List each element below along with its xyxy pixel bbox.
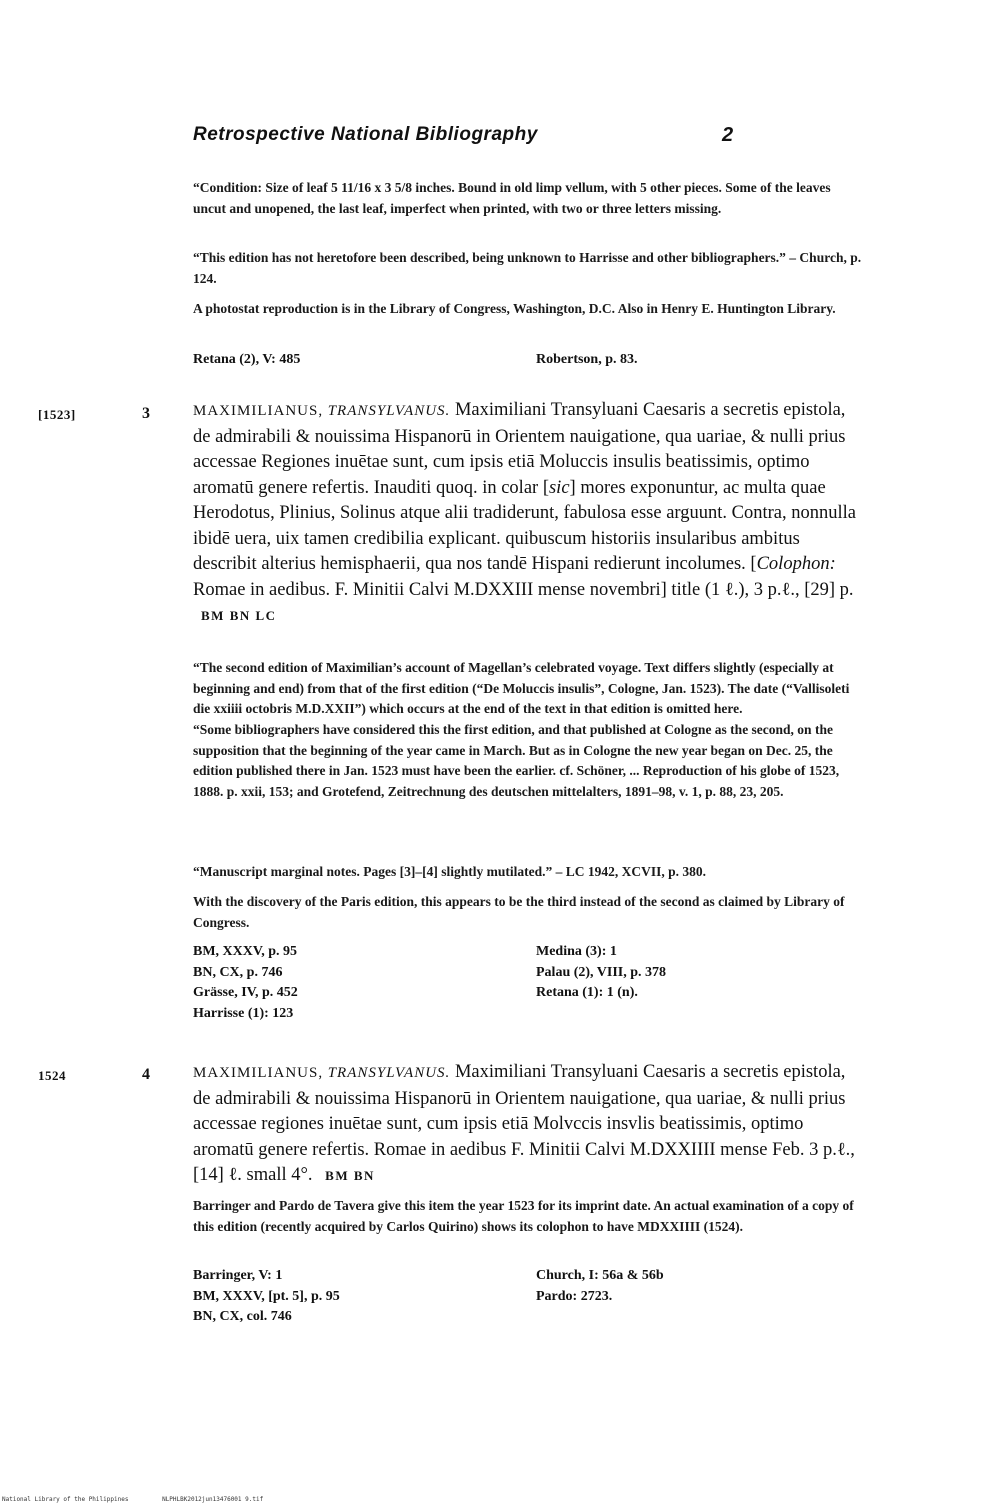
entry-note: “Some bibliographers have considered this the first edition, and that published at Cologne as the second, on the supposition that the beginning of the year came in March. But as in Cologne the new year began on Dec. 25, the edition published there in Jan. 1523 must have been the earlier. cf. Schöner, ... Reproduction of his globe of 1523, 1888. p. xxii, 153; and Grotefend, Zeitrechnung des deutschen mittelalters, 1891–98, v. 1, p. 88, 23, 205. bbox=[193, 722, 840, 799]
reference-item: Harrisse (1): 123 bbox=[193, 1005, 294, 1021]
photostat-note: A photostat reproduction is in the Library of Congress, Washington, D.C. Also in Henry E. Huntington Library. bbox=[193, 301, 836, 316]
reference-list-right bbox=[536, 1266, 664, 1307]
entry-body bbox=[193, 398, 858, 629]
reference-list-left bbox=[193, 942, 298, 1024]
reference-item: BN, CX, col. 746 bbox=[193, 1309, 292, 1324]
entry-number: 3 bbox=[142, 405, 150, 422]
condition-note: “Condition: Size of leaf 5 11/16 x 3 5/8 inches. Bound in old limp vellum, with 5 other pieces. Some of the leaves uncut and unopened, the last leaf, imperfect when printed, with two or three letters missing. bbox=[193, 180, 831, 216]
running-title: Retrospective National Bibliography bbox=[193, 124, 538, 145]
reference-item: Pardo: 2723. bbox=[536, 1288, 613, 1304]
reference-list-left bbox=[193, 1266, 340, 1328]
footer-source: National Library of the Philippines bbox=[2, 1496, 129, 1503]
colophon-label: Colophon: bbox=[756, 554, 836, 574]
entry-author-italic: TRANSYLVANUS. bbox=[327, 403, 451, 419]
footer-file: NLPHLBK2012jun13476001 9.tif bbox=[162, 1496, 264, 1503]
entry-body bbox=[193, 1060, 858, 1189]
reference-item: Retana (1): 1 (n). bbox=[536, 985, 638, 1000]
entry-title-text-cont: ] mores exponuntur, ac multa quae Herodotus, Plinius, Solinus atque alii tradiderunt, fabulosa esse arguunt. Contra, nonnulla ibidē uera, uix tamen credibilia explicant. quibuscum historiis insularibus ambitus describit alterius hemisphaerii, qua nos tandē Hispani redierunt incolumes. [ bbox=[193, 477, 856, 574]
entry-note: With the discovery of the Paris edition, this appears to be the third instead of the second as claimed by Library of Congress. bbox=[193, 894, 845, 930]
sic-marker: sic bbox=[548, 477, 570, 498]
entry-imprint: Romae in aedibus. F. Minitii Calvi M.DXXIII mense novembri] title (1 ℓ.), 3 p.ℓ., [29] p. bbox=[193, 579, 854, 600]
entry-title-text: Maximiliani Transyluani Caesaris a secretis epistola, de admirabili & nouissima Hispanorū in Orientem nauigatione, qua uariae, & nulli prius accessae regiones inuētae sunt, cum ipsis etiā Molvccis insvlis beatissimis, optimo aromatū genere refertis. Romae in aedibus F. Minitii Calvi M.DXXIIII mense Feb. 3 p.ℓ., [14] ℓ. small 4°. bbox=[193, 1062, 855, 1185]
entry-author: MAXIMILIANUS, bbox=[193, 403, 324, 419]
scan-footer bbox=[2, 1496, 293, 1503]
library-holdings: BM BN bbox=[325, 1168, 375, 1183]
reference-robertson: Robertson, p. 83. bbox=[536, 352, 638, 367]
reference-item: Grässe, IV, p. 452 bbox=[193, 985, 298, 1000]
reference-item: BM, XXXV, p. 95 bbox=[193, 944, 297, 959]
edition-note: “This edition has not heretofore been described, being unknown to Harrisse and other bibliographers.” – Church, p. 124. bbox=[193, 250, 862, 286]
entry-note: “Manuscript marginal notes. Pages [3]–[4] slightly mutilated.” – LC 1942, XCVII, p. 380. bbox=[193, 864, 706, 879]
entry-number: 4 bbox=[142, 1066, 150, 1083]
reference-item: BM, XXXV, [pt. 5], p. 95 bbox=[193, 1288, 340, 1304]
entry-year: [1523] bbox=[38, 407, 76, 422]
entry-year: 1524 bbox=[38, 1068, 66, 1083]
entry-note: Barringer and Pardo de Tavera give this item the year 1523 for its imprint date. An actual examination of a copy of this edition (recently acquired by Carlos Quirino) shows its colophon to have MDXXIIII (1524). bbox=[193, 1198, 854, 1234]
page-number: 2 bbox=[722, 124, 734, 146]
entry-author: MAXIMILIANUS, bbox=[193, 1065, 324, 1081]
reference-item: Church, I: 56a & 56b bbox=[536, 1268, 664, 1283]
entry-title-text: Maximiliani Transyluani Caesaris a secretis epistola, de admirabili & nouissima Hispanorū in Orientem nauigatione, qua uariae, & nulli prius accessae Regiones inuētae sunt, cum ipsis etiā Moluccis insulis beatissimis, optimo aromatū genere refertis. Inauditi quoq. in colar [ bbox=[193, 400, 846, 498]
library-holdings: BM BN LC bbox=[201, 608, 277, 623]
reference-item: Medina (3): 1 bbox=[536, 944, 617, 959]
reference-item: BN, CX, p. 746 bbox=[193, 964, 283, 980]
entry-author-italic: TRANSYLVANUS. bbox=[327, 1065, 451, 1081]
reference-item: Barringer, V: 1 bbox=[193, 1268, 283, 1283]
reference-list-right bbox=[536, 942, 666, 1004]
reference-item: Palau (2), VIII, p. 378 bbox=[536, 964, 667, 980]
reference-retana: Retana (2), V: 485 bbox=[193, 352, 301, 367]
entry-note: “The second edition of Maximilian’s account of Magellan’s celebrated voyage. Text differs slightly (especially at beginning and end) from that of the first edition (“De Moluccis insulis”, Cologne, Jan. 1523). The date (“Vallisoleti die xxiiii octobris M.D.XXII”) which occurs at the end of the text in that edition is omitted here. bbox=[193, 660, 850, 716]
